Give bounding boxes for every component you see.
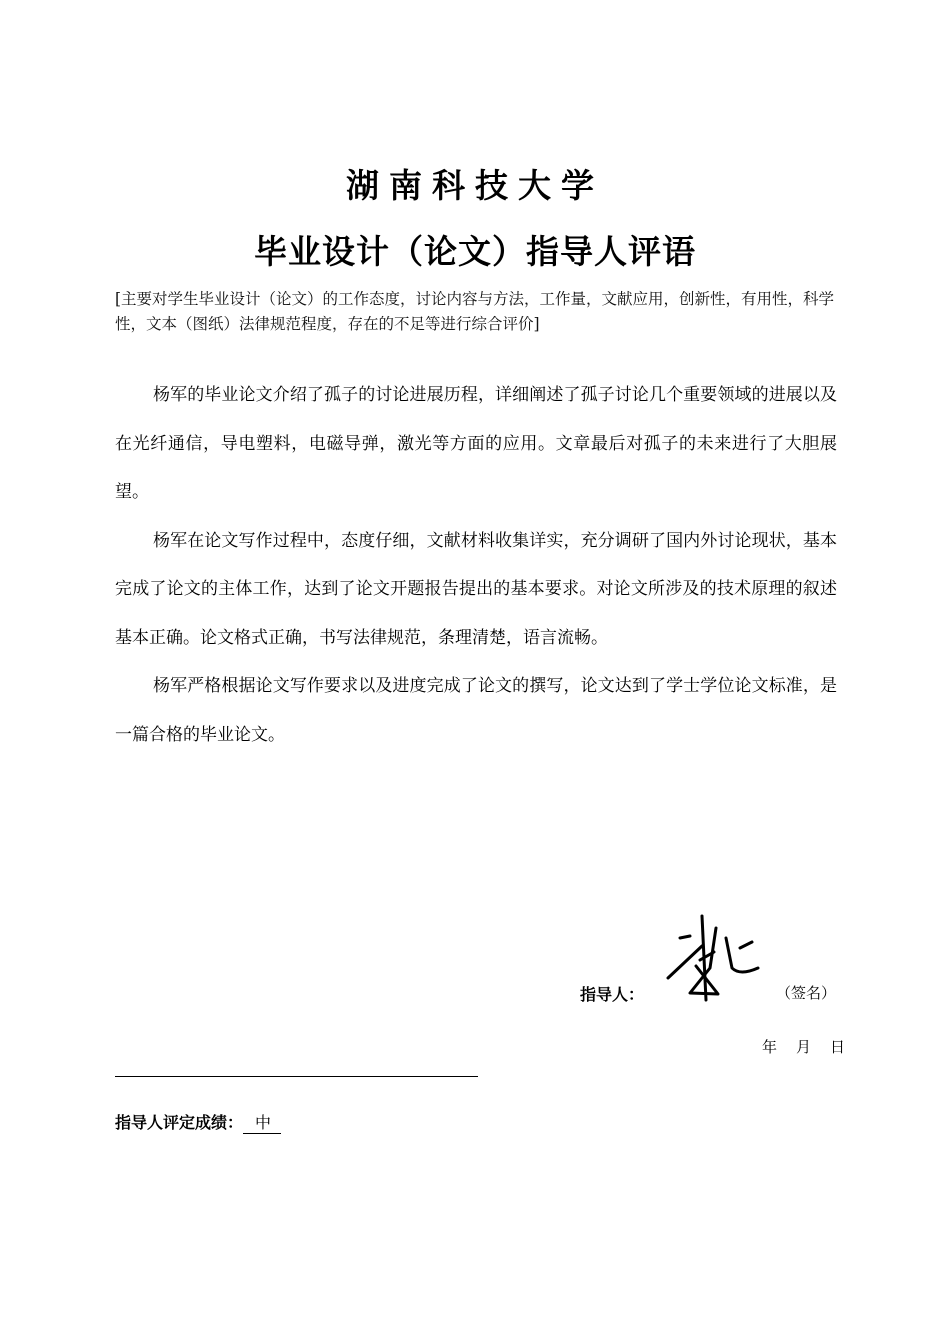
grade-value: 中 (243, 1113, 281, 1134)
comment-body (115, 371, 837, 759)
date-line (762, 1036, 845, 1057)
signature-note: （签名） (776, 984, 837, 1002)
comment-paragraph: 杨军严格根据论文写作要求以及进度完成了论文的撰写，论文达到了学士学位论文标准，是一篇合格的毕业论文。 (115, 676, 837, 745)
divider-line (115, 1076, 478, 1077)
comment-paragraph: 杨军在论文写作过程中，态度仔细，文献材料收集详实，充分调研了国内外讨论现状，基本完成了论文的主体工作，达到了论文开题报告提出的基本要求。对论文所涉及的技术原理的叙述基本正确。论文格式正确，书写法律规范，条理清楚，语言流畅。 (115, 530, 837, 648)
document-title: 毕业设计（论文）指导人评语 (254, 232, 696, 271)
signature-row (0, 982, 950, 1012)
instruction-text: [主要对学生毕业设计（论文）的工作态度，讨论内容与方法，工作量，文献应用，创新性，有用性，科学性，文本（图纸）法律规范程度，存在的不足等进行综合评价] (115, 290, 835, 333)
grade-row (115, 1110, 281, 1134)
date-month: 月 (796, 1038, 812, 1056)
date-day: 日 (830, 1038, 846, 1056)
comment-paragraph: 杨军的毕业论文介绍了孤子的讨论进展历程，详细阐述了孤子讨论几个重要领域的进展以及在光纤通信，导电塑料，电磁导弹，激光等方面的应用。文章最后对孤子的未来进行了大胆展望。 (115, 385, 837, 502)
school-name: 湖南科技大学 (346, 166, 604, 205)
date-year: 年 (762, 1038, 778, 1056)
grade-label: 指导人评定成绩： (115, 1113, 244, 1132)
advisor-label: 指导人： (580, 985, 645, 1004)
